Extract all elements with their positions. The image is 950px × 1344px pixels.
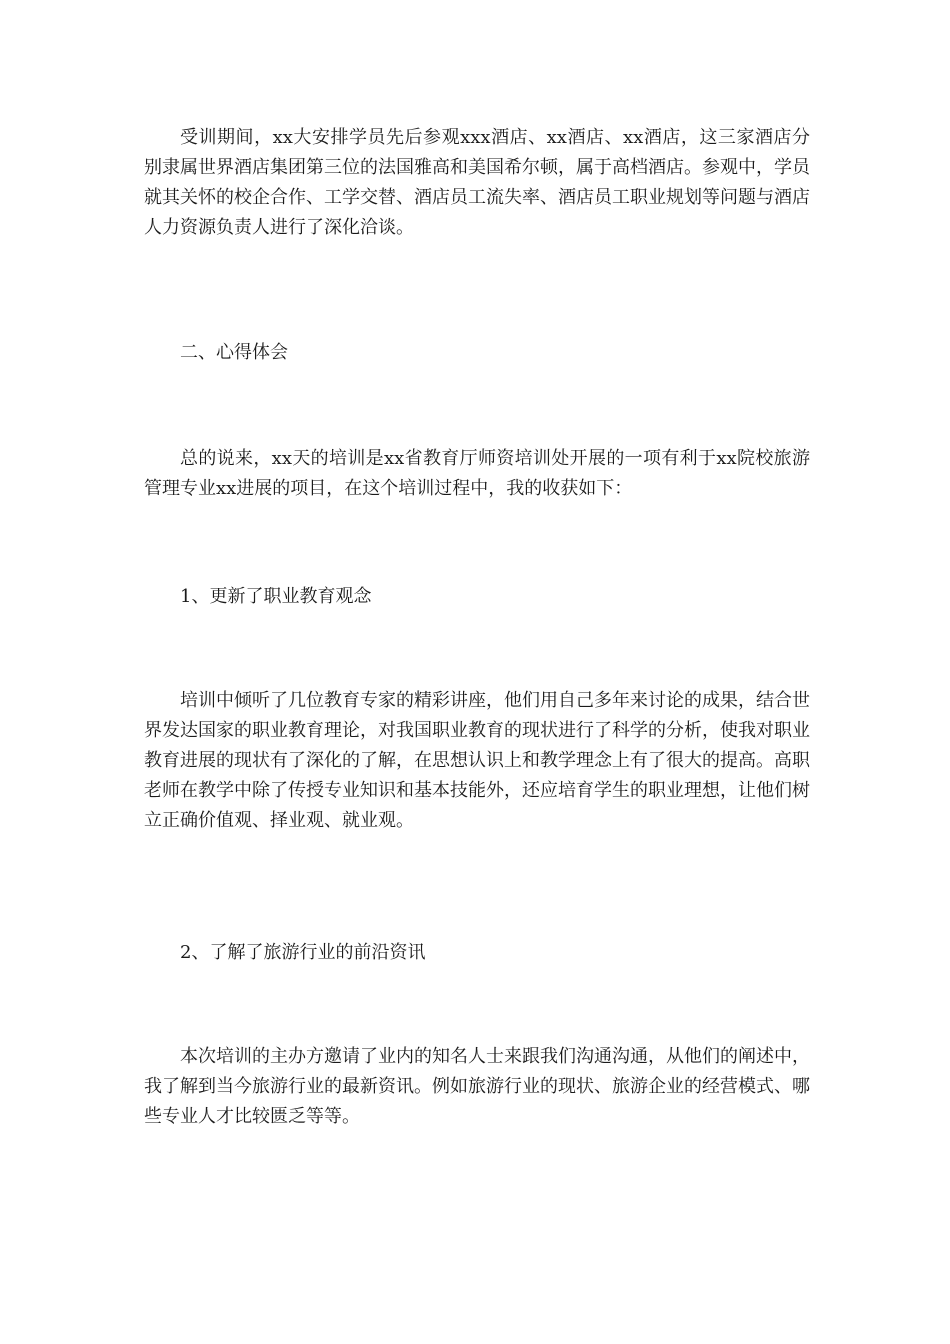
- paragraph-summary: 总的说来，xx天的培训是xx省教育厅师资培训处开展的一项有利于xx院校旅游管理专业xx进展的项目，在这个培训过程中，我的收获如下：: [144, 448, 810, 499]
- subheading-education-concept: 1、更新了职业教育观念: [180, 586, 372, 607]
- section-heading-experience: 二、心得体会: [180, 342, 288, 363]
- paragraph-expert-lectures: 培训中倾听了几位教育专家的精彩讲座，他们用自己多年来讨论的成果，结合世界发达国家的职业教育理论，对我国职业教育的现状进行了科学的分析，使我对职业教育进展的现状有了深化的了解，在思想认识上和教学理念上有了很大的提高。高职老师在教学中除了传授专业知识和基本技能外，还应培育学生的职业理想，让他们树立正确价值观、择业观、就业观。: [144, 690, 810, 831]
- subheading-tourism-news: 2、了解了旅游行业的前沿资讯: [180, 942, 426, 963]
- paragraph-hotel-visits: 受训期间，xx大安排学员先后参观xxx酒店、xx酒店、xx酒店，这三家酒店分别隶属世界酒店集团第三位的法国雅高和美国希尔顿，属于高档酒店。参观中，学员就其关怀的校企合作、工学交替、酒店员工流失率、酒店员工职业规划等问题与酒店人力资源负责人进行了深化洽谈。: [144, 127, 810, 238]
- paragraph-industry-insights: 本次培训的主办方邀请了业内的知名人士来跟我们沟通沟通，从他们的阐述中，我了解到当今旅游行业的最新资讯。例如旅游行业的现状、旅游企业的经营模式、哪些专业人才比较匮乏等等。: [144, 1046, 810, 1127]
